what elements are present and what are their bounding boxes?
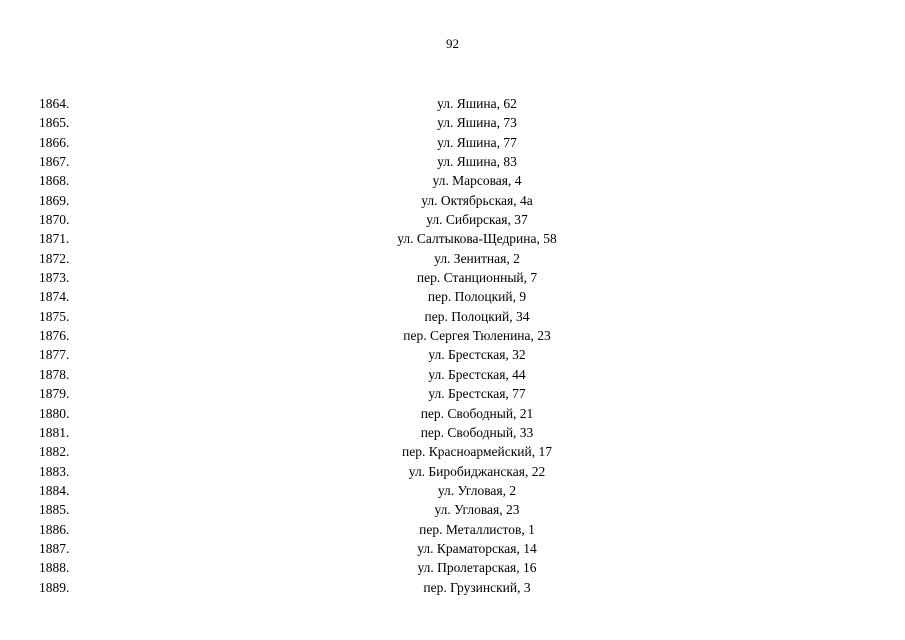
item-address: пер. Сергея Тюленина, 23 xyxy=(403,328,551,344)
item-number: 1878. xyxy=(39,366,70,382)
item-address: ул. Марсовая, 4 xyxy=(432,173,522,189)
item-number: 1886. xyxy=(39,521,70,537)
item-address: пер. Свободный, 21 xyxy=(420,405,534,421)
list-item xyxy=(0,578,905,597)
item-number: 1879. xyxy=(39,386,70,402)
item-number: 1887. xyxy=(39,540,70,556)
item-number: 1872. xyxy=(39,250,70,266)
page-number: 92 xyxy=(446,36,459,51)
item-address: ул. Зенитная, 2 xyxy=(434,250,520,266)
list-item xyxy=(0,191,905,210)
list-item xyxy=(0,287,905,306)
list-item xyxy=(0,171,905,190)
list-item xyxy=(0,520,905,539)
item-address: пер. Красноармейский, 17 xyxy=(402,444,552,460)
list-item xyxy=(0,442,905,461)
item-number: 1874. xyxy=(39,289,70,305)
item-number: 1881. xyxy=(39,424,70,440)
item-address: ул. Брестская, 77 xyxy=(428,386,526,402)
item-address: ул. Октябрьская, 4а xyxy=(421,192,533,208)
item-address: ул. Яшина, 62 xyxy=(437,96,517,111)
item-number: 1884. xyxy=(39,482,70,498)
item-address: ул. Биробиджанская, 22 xyxy=(408,463,546,479)
item-address: ул. Яшина, 77 xyxy=(437,134,517,150)
item-address: ул. Салтыкова-Щедрина, 58 xyxy=(397,231,557,247)
list-item xyxy=(0,249,905,268)
item-number: 1867. xyxy=(39,154,70,170)
list-item xyxy=(0,345,905,364)
list-item xyxy=(0,539,905,558)
list-item xyxy=(0,113,905,132)
list-item xyxy=(0,326,905,345)
item-address: ул. Краматорская, 14 xyxy=(417,540,537,556)
list-item xyxy=(0,133,905,152)
item-address: пер. Полоцкий, 34 xyxy=(424,308,530,324)
item-number: 1871. xyxy=(39,231,70,247)
item-address: ул. Угловая, 2 xyxy=(437,482,517,498)
item-address: пер. Свободный, 33 xyxy=(420,424,534,440)
item-number: 1869. xyxy=(39,192,70,208)
item-address: ул. Брестская, 44 xyxy=(428,366,526,382)
item-number: 1876. xyxy=(39,328,70,344)
item-number: 1889. xyxy=(39,579,70,595)
item-number: 1873. xyxy=(39,270,70,286)
item-number: 1870. xyxy=(39,212,70,228)
list-item xyxy=(0,210,905,229)
item-number: 1885. xyxy=(39,502,70,518)
list-item xyxy=(0,307,905,326)
list-item xyxy=(0,229,905,248)
item-address: ул. Угловая, 23 xyxy=(434,502,520,518)
item-number: 1883. xyxy=(39,463,70,479)
list-item xyxy=(0,404,905,423)
list-item xyxy=(0,481,905,500)
item-address: пер. Полоцкий, 9 xyxy=(427,289,527,305)
list-item xyxy=(0,462,905,481)
item-number: 1882. xyxy=(39,444,70,460)
item-number: 1875. xyxy=(39,308,70,324)
item-address: пер. Металлистов, 1 xyxy=(419,521,535,537)
item-number: 1866. xyxy=(39,134,70,150)
item-number: 1868. xyxy=(39,173,70,189)
list-item xyxy=(0,423,905,442)
list-item xyxy=(0,94,905,113)
item-address: пер. Грузинский, 3 xyxy=(423,579,531,595)
item-address: ул. Пролетарская, 16 xyxy=(417,560,537,576)
item-number: 1880. xyxy=(39,405,70,421)
address-list xyxy=(0,94,905,597)
item-address: пер. Станционный, 7 xyxy=(416,270,538,286)
list-item xyxy=(0,152,905,171)
list-item xyxy=(0,365,905,384)
list-item xyxy=(0,500,905,519)
item-address: ул. Сибирская, 37 xyxy=(426,212,528,228)
item-number: 1864. xyxy=(39,96,70,111)
item-address: ул. Яшина, 73 xyxy=(437,115,517,131)
item-address: ул. Яшина, 83 xyxy=(437,154,517,170)
list-item xyxy=(0,268,905,287)
item-number: 1877. xyxy=(39,347,70,363)
item-number: 1888. xyxy=(39,560,70,576)
item-address: ул. Брестская, 32 xyxy=(428,347,526,363)
item-number: 1865. xyxy=(39,115,70,131)
list-item xyxy=(0,558,905,577)
list-item xyxy=(0,384,905,403)
